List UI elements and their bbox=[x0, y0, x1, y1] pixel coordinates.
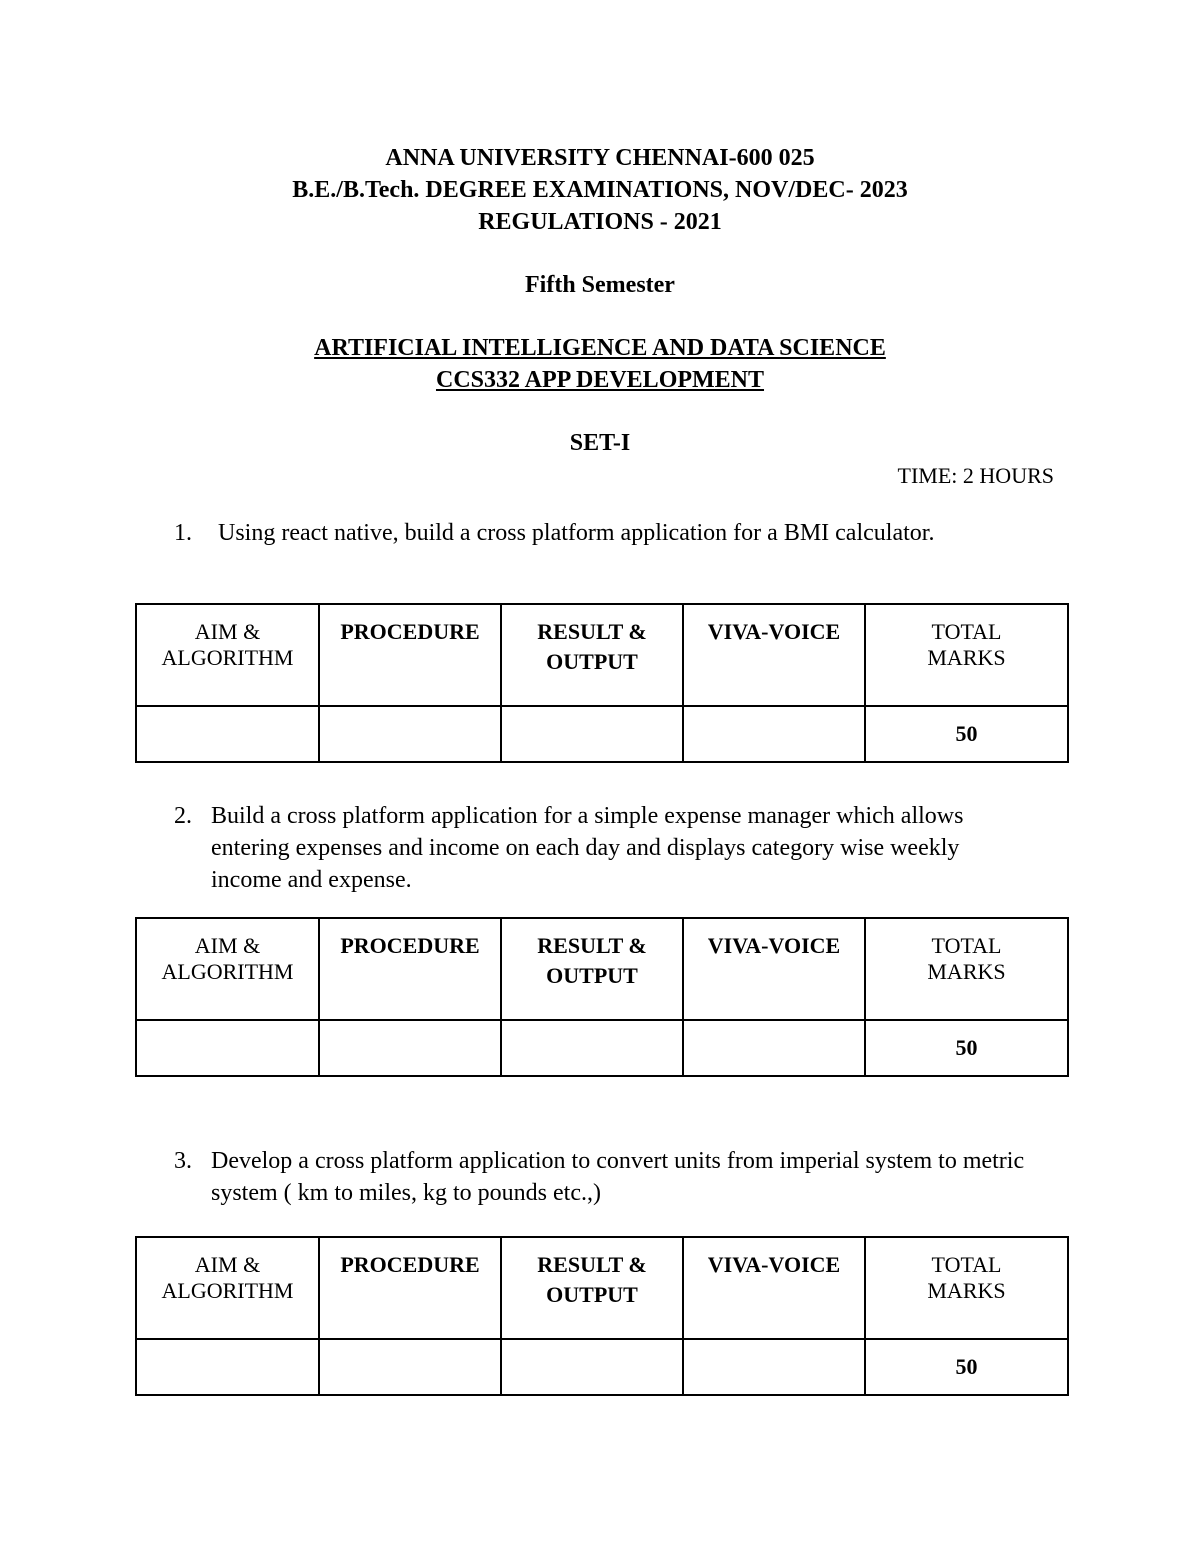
viva-voice-label: VIVA-VOICE bbox=[707, 619, 841, 644]
algorithm-label: ALGORITHM bbox=[161, 959, 294, 984]
result-output-header bbox=[501, 604, 683, 706]
marks-header-row bbox=[136, 918, 1068, 1020]
output-label: OUTPUT bbox=[546, 1282, 638, 1307]
output-label: OUTPUT bbox=[546, 649, 638, 674]
viva-voice-header bbox=[683, 1237, 865, 1339]
procedure-cell bbox=[319, 1020, 501, 1076]
aim-algorithm-header bbox=[136, 604, 319, 706]
viva-voice-label: VIVA-VOICE bbox=[707, 1252, 841, 1277]
procedure-cell bbox=[319, 706, 501, 762]
viva-voice-cell bbox=[683, 706, 865, 762]
procedure-header bbox=[319, 918, 501, 1020]
aim-algorithm-cell bbox=[136, 1020, 319, 1076]
marks-label: MARKS bbox=[927, 959, 1006, 984]
question-number: 2. bbox=[174, 803, 192, 829]
result-label: RESULT & bbox=[537, 1252, 647, 1277]
set-title: SET-I bbox=[569, 430, 631, 456]
semester-title: Fifth Semester bbox=[525, 272, 675, 298]
viva-voice-label: VIVA-VOICE bbox=[707, 933, 841, 958]
result-output-header bbox=[501, 1237, 683, 1339]
result-label: RESULT & bbox=[537, 619, 647, 644]
aim-algorithm-cell bbox=[136, 706, 319, 762]
total-marks-header bbox=[865, 918, 1068, 1020]
regulations-title: REGULATIONS - 2021 bbox=[478, 209, 722, 235]
total-marks-header bbox=[865, 1237, 1068, 1339]
algorithm-label: ALGORITHM bbox=[161, 1278, 294, 1303]
procedure-cell bbox=[319, 1339, 501, 1395]
total-marks-cell: 50 bbox=[865, 1020, 1068, 1076]
marks-table-2 bbox=[135, 917, 1069, 1077]
procedure-label: PROCEDURE bbox=[340, 933, 480, 958]
question-number: 3. bbox=[174, 1148, 192, 1174]
viva-voice-cell bbox=[683, 1339, 865, 1395]
result-output-header bbox=[501, 918, 683, 1020]
question-number: 1. bbox=[174, 520, 192, 546]
marks-value-row bbox=[136, 1339, 1068, 1395]
viva-voice-header bbox=[683, 604, 865, 706]
viva-voice-cell bbox=[683, 1020, 865, 1076]
marks-label: MARKS bbox=[927, 1278, 1006, 1303]
question-2 bbox=[174, 800, 1054, 896]
aim-algorithm-cell bbox=[136, 1339, 319, 1395]
marks-header-row bbox=[136, 1237, 1068, 1339]
aim-label: AIM & bbox=[194, 1252, 261, 1277]
algorithm-label: ALGORITHM bbox=[161, 645, 294, 670]
result-output-cell bbox=[501, 706, 683, 762]
result-label: RESULT & bbox=[537, 933, 647, 958]
question-text: Using react native, build a cross platform application for a BMI calculator. bbox=[218, 520, 935, 546]
marks-table-1 bbox=[135, 603, 1069, 763]
university-title: ANNA UNIVERSITY CHENNAI-600 025 bbox=[385, 145, 815, 171]
question-text: Develop a cross platform application to convert units from imperial system to metric system ( km to miles, kg to pounds etc.,) bbox=[211, 1148, 1025, 1206]
total-marks-cell: 50 bbox=[865, 1339, 1068, 1395]
marks-table-3 bbox=[135, 1236, 1069, 1396]
exam-time: TIME: 2 HOURS bbox=[897, 463, 1054, 488]
output-label: OUTPUT bbox=[546, 963, 638, 988]
procedure-label: PROCEDURE bbox=[340, 1252, 480, 1277]
total-label: TOTAL bbox=[931, 619, 1002, 644]
total-label: TOTAL bbox=[931, 1252, 1002, 1277]
procedure-header bbox=[319, 604, 501, 706]
aim-label: AIM & bbox=[194, 619, 261, 644]
total-marks-cell: 50 bbox=[865, 706, 1068, 762]
result-output-cell bbox=[501, 1020, 683, 1076]
course-title: CCS332 APP DEVELOPMENT bbox=[435, 367, 765, 393]
question-text: Build a cross platform application for a simple expense manager which allows entering expenses and income on each day and displays category wise weekly income and expense. bbox=[211, 803, 964, 893]
aim-label: AIM & bbox=[194, 933, 261, 958]
result-output-cell bbox=[501, 1339, 683, 1395]
procedure-label: PROCEDURE bbox=[340, 619, 480, 644]
marks-label: MARKS bbox=[927, 645, 1006, 670]
aim-algorithm-header bbox=[136, 1237, 319, 1339]
total-marks-header bbox=[865, 604, 1068, 706]
procedure-header bbox=[319, 1237, 501, 1339]
question-3 bbox=[174, 1145, 1054, 1209]
viva-voice-header bbox=[683, 918, 865, 1020]
marks-header-row bbox=[136, 604, 1068, 706]
aim-algorithm-header bbox=[136, 918, 319, 1020]
total-label: TOTAL bbox=[931, 933, 1002, 958]
marks-value-row bbox=[136, 1020, 1068, 1076]
question-1 bbox=[174, 517, 1054, 549]
marks-value-row bbox=[136, 706, 1068, 762]
exam-title: B.E./B.Tech. DEGREE EXAMINATIONS, NOV/DEC- 2023 bbox=[292, 177, 908, 203]
department-title: ARTIFICIAL INTELLIGENCE AND DATA SCIENCE bbox=[314, 335, 886, 361]
